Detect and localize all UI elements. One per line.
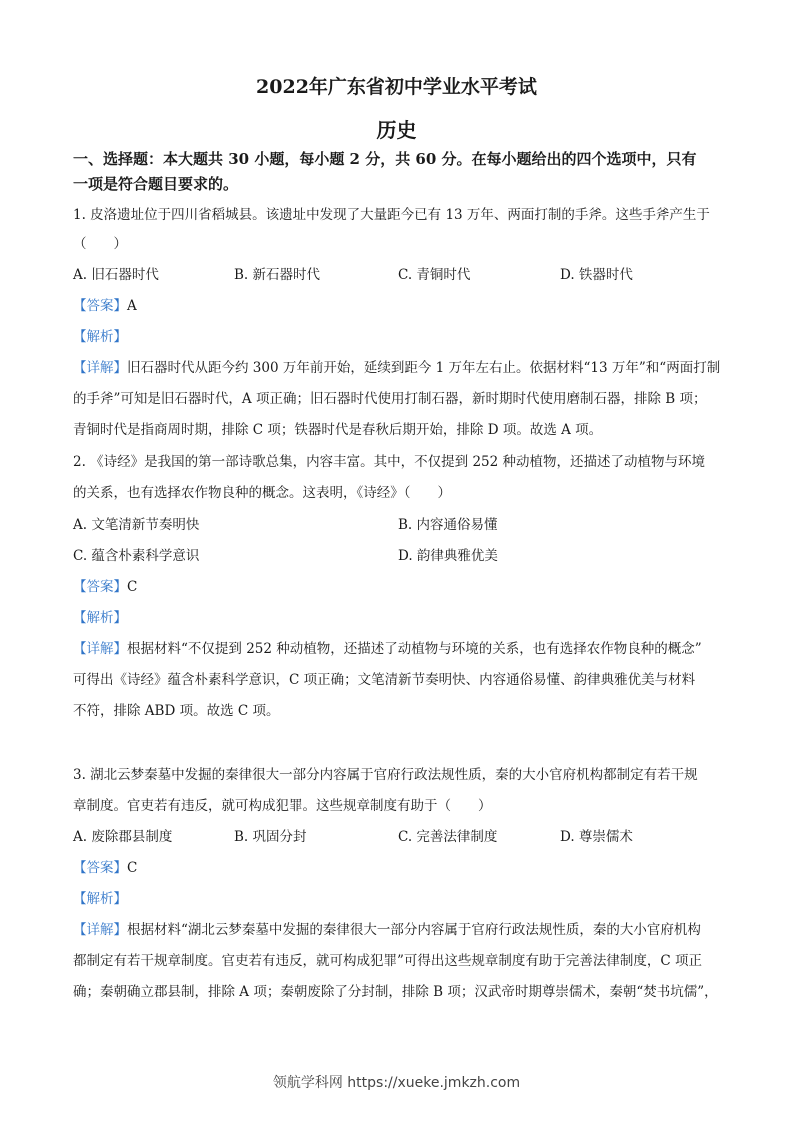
q2-stem-line1: 2. 《诗经》是我国的第一部诗歌总集，内容丰富。其中，不仅提到 252 种动植物，还描述了动植物与环境 xyxy=(73,454,706,470)
q1-answer xyxy=(73,294,137,314)
q3-detail-line3: 确；秦朝确立郡县制，排除 A 项；秦朝废除了分封制，排除 B 项；汉武帝时期尊崇儒术，秦朝“焚书坑儒”， xyxy=(73,984,718,1000)
q2-answer-value: C xyxy=(127,579,138,595)
subject-title: 历史 xyxy=(376,118,417,142)
q3-stem-line2: 章制度。官吏若有违反，就可构成犯罪。这些规章制度有助于（ ） xyxy=(73,798,492,814)
detail-tag: 【详解】 xyxy=(73,641,127,657)
q2-option-c: C. 蕴含朴素科学意识 xyxy=(73,548,200,564)
q2-detail-line2: 可得出《诗经》蕴含朴素科学意识，C 项正确；文笔清新节奏明快、内容通俗易懂、韵律典雅优美与材料 xyxy=(73,672,696,688)
q1-stem-line1: 1. 皮洛遗址位于四川省稻城县。该遗址中发现了大量距今已有 13 万年、两面打制的手斧。这些手斧产生于 xyxy=(73,207,710,223)
q3-analysis xyxy=(73,887,127,907)
detail-tag: 【详解】 xyxy=(73,922,127,938)
q3-option-a: A. 废除郡县制度 xyxy=(73,829,173,845)
q1-detail-line2: 的手斧”可知是旧石器时代，A 项正确；旧石器时代使用打制石器，新时期时代使用磨制石器，排除 B 项； xyxy=(73,391,707,407)
q2-analysis xyxy=(73,606,127,626)
q3-option-b: B. 巩固分封 xyxy=(234,829,307,845)
analysis-tag: 【解析】 xyxy=(73,891,127,907)
answer-tag: 【答案】 xyxy=(73,579,127,595)
q3-detail-line1: 【详解】根据材料“湖北云梦秦墓中发掘的秦律很大一部分内容属于官府行政法规性质，秦的大小官府机构 xyxy=(73,922,701,938)
q3-answer-value: C xyxy=(127,860,138,876)
answer-tag: 【答案】 xyxy=(73,298,127,314)
q2-option-b: B. 内容通俗易懂 xyxy=(398,517,498,533)
footer-watermark: 领航学科网 https://xueke.jmkzh.com xyxy=(272,1075,521,1091)
q1-option-d: D. 铁器时代 xyxy=(560,267,633,283)
section-heading-line1: 一、选择题：本大题共 30 小题，每小题 2 分，共 60 分。在每小题给出的四个选项中，只有 xyxy=(73,150,697,168)
q1-detail-line1: 【详解】旧石器时代从距今约 300 万年前开始，延续到距今 1 万年左右止。依据材料“13 万年”和“两面打制 xyxy=(73,360,721,376)
exam-title: 2022年广东省初中学业水平考试 xyxy=(256,76,537,98)
q2-answer xyxy=(73,575,137,595)
q3-option-d: D. 尊崇儒术 xyxy=(560,829,633,845)
q1-option-b: B. 新石器时代 xyxy=(234,267,321,283)
analysis-tag: 【解析】 xyxy=(73,329,127,345)
q2-detail-line1: 【详解】根据材料“不仅提到 252 种动植物，还描述了动植物与环境的关系，也有选择农作物良种的概念” xyxy=(73,641,702,657)
q2-stem-line2: 的关系，也有选择农作物良种的概念。这表明，《诗经》（ ） xyxy=(73,485,451,501)
q3-detail-line2: 都制定有若干规章制度。官吏若有违反，就可构成犯罪”可得出这些规章制度有助于完善法律制度，C 项正 xyxy=(73,953,703,969)
q1-stem-line2: （ ） xyxy=(73,236,127,252)
q1-analysis xyxy=(73,325,127,345)
q2-option-d: D. 韵律典雅优美 xyxy=(398,548,498,564)
q2-detail-line3: 不符，排除 ABD 项。故选 C 项。 xyxy=(73,703,280,719)
q3-option-c: C. 完善法律制度 xyxy=(398,829,498,845)
q1-option-a: A. 旧石器时代 xyxy=(73,267,159,283)
answer-tag: 【答案】 xyxy=(73,860,127,876)
detail-tag: 【详解】 xyxy=(73,360,127,376)
q1-option-c: C. 青铜时代 xyxy=(398,267,471,283)
section-heading-line2: 一项是符合题目要求的。 xyxy=(73,175,239,193)
analysis-tag: 【解析】 xyxy=(73,610,127,626)
q3-stem-line1: 3. 湖北云梦秦墓中发掘的秦律很大一部分内容属于官府行政法规性质，秦的大小官府机构都制定有若干规 xyxy=(73,767,698,783)
q3-answer xyxy=(73,856,137,876)
q2-option-a: A. 文笔清新节奏明快 xyxy=(73,517,200,533)
q1-detail-line3: 青铜时代是指商周时期，排除 C 项；铁器时代是春秋后期开始，排除 D 项。故选 A 项。 xyxy=(73,422,603,438)
q1-answer-value: A xyxy=(127,298,137,314)
